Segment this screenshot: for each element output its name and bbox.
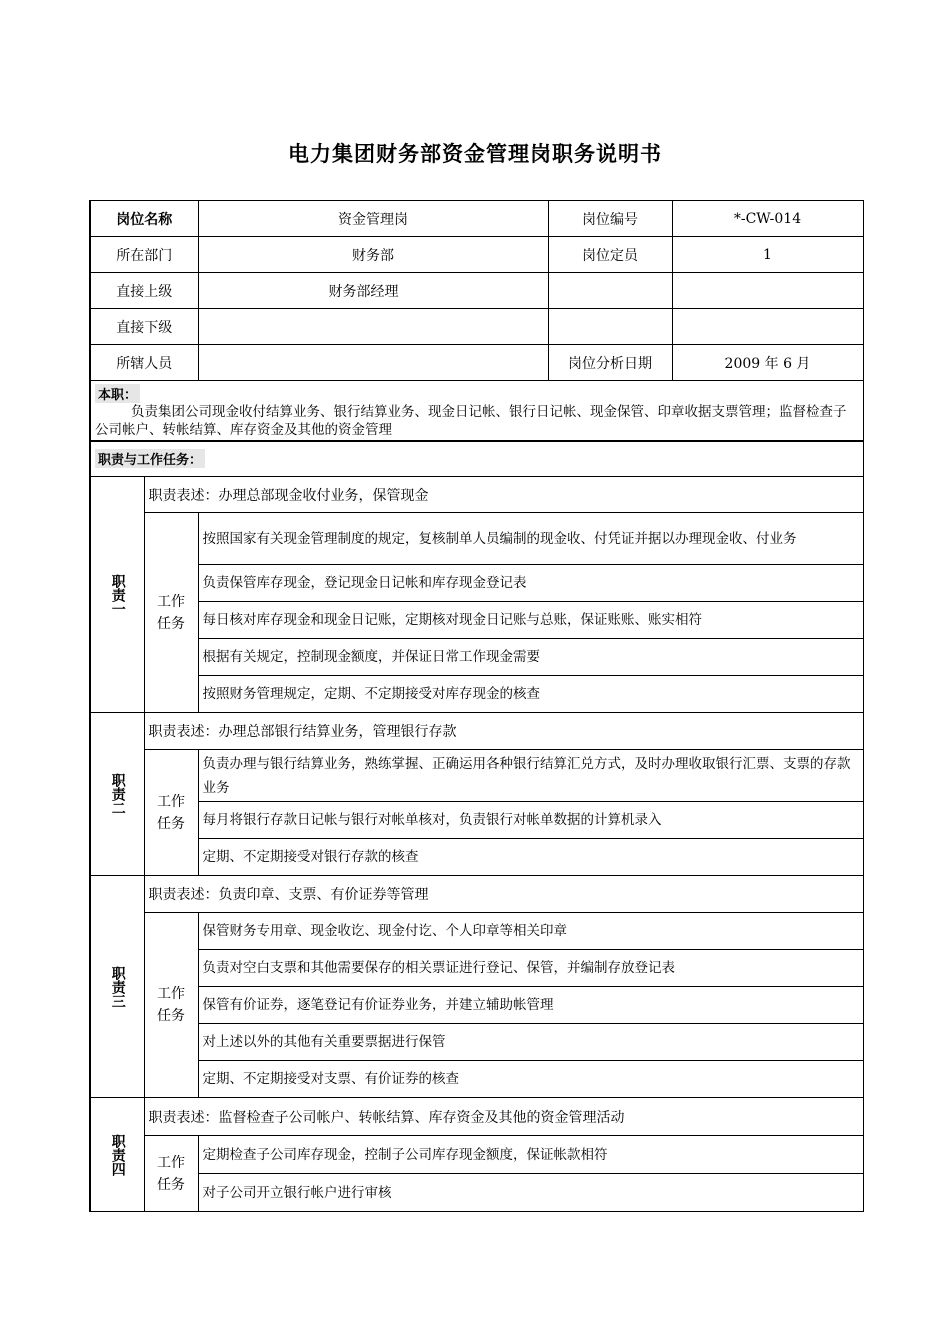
- duty-4-task-label: 工作任务: [144, 1136, 198, 1212]
- table-row: [90, 802, 863, 839]
- duty-1-task-label: 工作任务: [144, 513, 198, 713]
- duties-label: 职责与工作任务：: [95, 449, 205, 468]
- duty-3-task-4: 对上述以外的其他有关重要票据进行保管: [198, 1024, 863, 1061]
- info-row-2: [90, 237, 863, 273]
- info-row-3: [90, 273, 863, 309]
- duty-3-desc-row: [90, 876, 863, 913]
- position-name-label: 岗位名称: [90, 201, 198, 237]
- subordinate-value: [198, 309, 548, 345]
- duty-4-task-2: 对子公司开立银行帐户进行审核: [198, 1174, 863, 1212]
- duty-4-desc: 职责表述：监督检查子公司帐户、转帐结算、库存资金及其他的资金管理活动: [144, 1098, 863, 1136]
- staff-value: [198, 345, 548, 381]
- department-label: 所在部门: [90, 237, 198, 273]
- duty-4-desc-row: [90, 1098, 863, 1136]
- empty-cell: [548, 273, 672, 309]
- duty-2-task-3: 定期、不定期接受对银行存款的核查: [198, 839, 863, 876]
- duty-3-task-3: 保管有价证券，逐笔登记有价证券业务，并建立辅助帐管理: [198, 987, 863, 1024]
- table-row: [90, 839, 863, 876]
- table-row: [90, 639, 863, 676]
- duty-2-task-label: 工作任务: [144, 750, 198, 876]
- position-no-label: 岗位编号: [548, 201, 672, 237]
- superior-value: 财务部经理: [198, 273, 548, 309]
- table-row: [90, 1174, 863, 1212]
- summary-text: 负责集团公司现金收付结算业务、银行结算业务、现金日记帐、银行日记帐、现金保管、印章收据支票管理；监督检查子公司帐户、转帐结算、库存资金及其他的资金管理: [95, 404, 847, 438]
- duty-2-task-2: 每月将银行存款日记帐与银行对帐单核对，负责银行对帐单数据的计算机录入: [198, 802, 863, 839]
- info-row-5: [90, 345, 863, 381]
- analysis-date-value: 2009 年 6 月: [672, 345, 863, 381]
- info-row-1: [90, 201, 863, 237]
- duty-3-label: 职责三: [90, 876, 144, 1098]
- staff-label: 所辖人员: [90, 345, 198, 381]
- duty-3-desc: 职责表述：负责印章、支票、有价证券等管理: [144, 876, 863, 913]
- duty-3-task-5: 定期、不定期接受对支票、有价证券的核查: [198, 1061, 863, 1098]
- duty-1-task-5: 按照财务管理规定，定期、不定期接受对库存现金的核查: [198, 676, 863, 713]
- headcount-label: 岗位定员: [548, 237, 672, 273]
- duty-4-task-1: 定期检查子公司库存现金，控制子公司库存现金额度，保证帐款相符: [198, 1136, 863, 1174]
- table-row: [90, 676, 863, 713]
- table-row: [90, 987, 863, 1024]
- table-row: [90, 513, 863, 565]
- duty-4-label: 职责四: [90, 1098, 144, 1212]
- duty-3-task-label: 工作任务: [144, 913, 198, 1098]
- duty-3-task-2: 负责对空白支票和其他需要保存的相关票证进行登记、保管，并编制存放登记表: [198, 950, 863, 987]
- duty-1-label: 职责一: [90, 477, 144, 713]
- position-no-value: *-CW-014: [672, 201, 863, 237]
- duties-header-row: [90, 441, 863, 477]
- job-description-table: [89, 200, 864, 1212]
- duty-3-task-1: 保管财务专用章、现金收讫、现金付讫、个人印章等相关印章: [198, 913, 863, 950]
- subordinate-label: 直接下级: [90, 309, 198, 345]
- table-row: [90, 602, 863, 639]
- page-title: 电力集团财务部资金管理岗职务说明书: [288, 142, 662, 166]
- duty-1-task-3: 每日核对库存现金和现金日记账，定期核对现金日记账与总账，保证账账、账实相符: [198, 602, 863, 639]
- table-row: [90, 1136, 863, 1174]
- summary-row: [90, 381, 863, 441]
- analysis-date-label: 岗位分析日期: [548, 345, 672, 381]
- table-row: [90, 950, 863, 987]
- duty-1-task-4: 根据有关规定，控制现金额度，并保证日常工作现金需要: [198, 639, 863, 676]
- duty-1-desc: 职责表述：办理总部现金收付业务，保管现金: [144, 477, 863, 513]
- empty-cell: [548, 309, 672, 345]
- table-row: [90, 1024, 863, 1061]
- superior-label: 直接上级: [90, 273, 198, 309]
- duty-1-desc-row: [90, 477, 863, 513]
- headcount-value: 1: [672, 237, 863, 273]
- info-row-4: [90, 309, 863, 345]
- table-row: [90, 913, 863, 950]
- duty-2-desc: 职责表述：办理总部银行结算业务，管理银行存款: [144, 713, 863, 750]
- table-row: [90, 565, 863, 602]
- position-name-value: 资金管理岗: [198, 201, 548, 237]
- duty-2-desc-row: [90, 713, 863, 750]
- empty-cell: [672, 309, 863, 345]
- summary-label: 本职：: [95, 384, 140, 403]
- duty-1-task-1: 按照国家有关现金管理制度的规定，复核制单人员编制的现金收、付凭证并据以办理现金收、付业务: [198, 513, 863, 565]
- duty-2-task-1: 负责办理与银行结算业务，熟练掌握、正确运用各种银行结算汇兑方式，及时办理收取银行汇票、支票的存款业务: [198, 750, 863, 802]
- empty-cell: [672, 273, 863, 309]
- department-value: 财务部: [198, 237, 548, 273]
- table-row: [90, 1061, 863, 1098]
- duty-2-label: 职责二: [90, 713, 144, 876]
- duty-1-task-2: 负责保管库存现金，登记现金日记帐和库存现金登记表: [198, 565, 863, 602]
- table-row: [90, 750, 863, 802]
